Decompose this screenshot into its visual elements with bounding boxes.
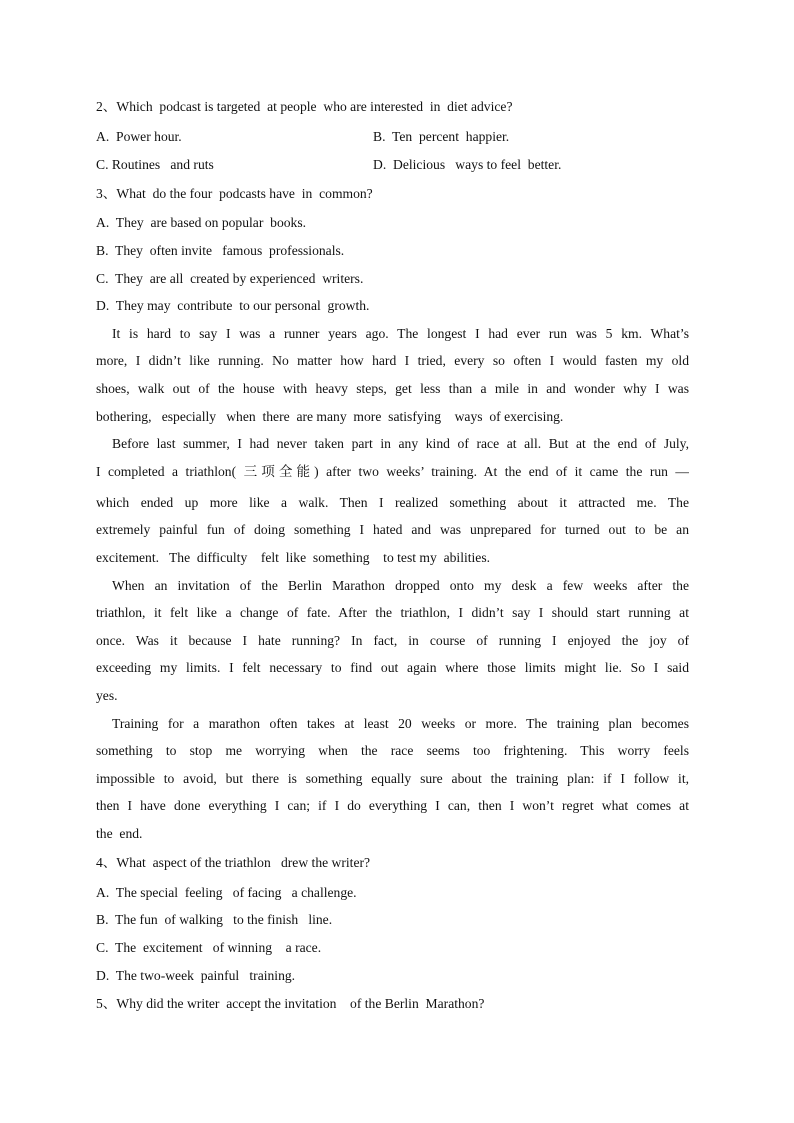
passage-p2-line-1: Before last summer, I had never taken part in any kind of race at all. But at the end of July, bbox=[112, 436, 689, 451]
passage-p4-line-4: then I have done everything I can; if I do everything I can, then I won’t regret what comes at bbox=[96, 798, 689, 813]
passage-p4-line-2: something to stop me worrying when the race seems too frightening. This worry feels bbox=[96, 743, 689, 758]
question-3-option-c: C. They are all created by experienced writers. bbox=[96, 271, 364, 286]
question-3-stem: 3、What do the four podcasts have in common? bbox=[96, 186, 373, 201]
passage-p4-line-3: impossible to avoid, but there is something equally sure about the training plan: if I follow it, bbox=[96, 771, 689, 786]
question-4-option-a: A. The special feeling of facing a challenge. bbox=[96, 885, 357, 900]
passage-p2-line-3: which ended up more like a walk. Then I realized something about it attracted me. The bbox=[96, 495, 689, 510]
passage-p2-line-4: extremely painful fun of doing something I hated and was unprepared for turned out to be an bbox=[96, 522, 689, 537]
question-2-option-b: B. Ten percent happier. bbox=[373, 129, 510, 144]
passage-p3-line-1: When an invitation of the Berlin Marathon dropped onto my desk a few weeks after the bbox=[112, 578, 689, 593]
passage-p3-line-5: yes. bbox=[96, 688, 118, 703]
passage-p1-line-1: It is hard to say I was a runner years ago. The longest I had ever run was 5 km. What’s bbox=[112, 326, 689, 341]
passage-p3-line-2: triathlon, it felt like a change of fate. After the triathlon, I didn’t say I should start running at bbox=[96, 605, 689, 620]
passage-p2-line-2: I completed a triathlon( 三项全能) after two weeks’ training. At the end of it came the run — bbox=[96, 464, 689, 479]
passage-p3-line-3: once. Was it because I hate running? In fact, in course of running I enjoyed the joy of bbox=[96, 633, 689, 648]
passage-p2-line-5: excitement. The difficulty felt like something to test my abilities. bbox=[96, 550, 491, 565]
passage-p1-line-4: bothering, especially when there are many more satisfying ways of exercising. bbox=[96, 409, 564, 424]
question-4-option-c: C. The excitement of winning a race. bbox=[96, 940, 322, 955]
question-3-option-b: B. They often invite famous professionals. bbox=[96, 243, 345, 258]
question-4-stem: 4、What aspect of the triathlon drew the writer? bbox=[96, 855, 371, 870]
passage-p1-line-3: shoes, walk out of the house with heavy steps, get less than a mile in and wonder why I was bbox=[96, 381, 689, 396]
question-5-stem: 5、Why did the writer accept the invitation of the Berlin Marathon? bbox=[96, 996, 485, 1011]
passage-p4-line-5: the end. bbox=[96, 826, 143, 841]
question-4-option-d: D. The two-week painful training. bbox=[96, 968, 296, 983]
question-4-option-b: B. The fun of walking to the finish line. bbox=[96, 912, 333, 927]
passage-p4-line-1: Training for a marathon often takes at least 20 weeks or more. The training plan becomes bbox=[112, 716, 689, 731]
question-2-option-c: C. Routines and ruts bbox=[96, 157, 214, 172]
passage-p1-line-2: more, I didn’t like running. No matter how hard I tried, every so often I would fasten my old bbox=[96, 353, 689, 368]
question-2-option-a: A. Power hour. bbox=[96, 129, 182, 144]
question-3-option-d: D. They may contribute to our personal growth. bbox=[96, 298, 370, 313]
passage-p3-line-4: exceeding my limits. I felt necessary to find out again where those limits might lie. So I said bbox=[96, 660, 689, 675]
question-2-option-d: D. Delicious ways to feel better. bbox=[373, 157, 562, 172]
question-2-stem: 2、Which podcast is targeted at people who are interested in diet advice? bbox=[96, 99, 513, 114]
question-3-option-a: A. They are based on popular books. bbox=[96, 215, 307, 230]
